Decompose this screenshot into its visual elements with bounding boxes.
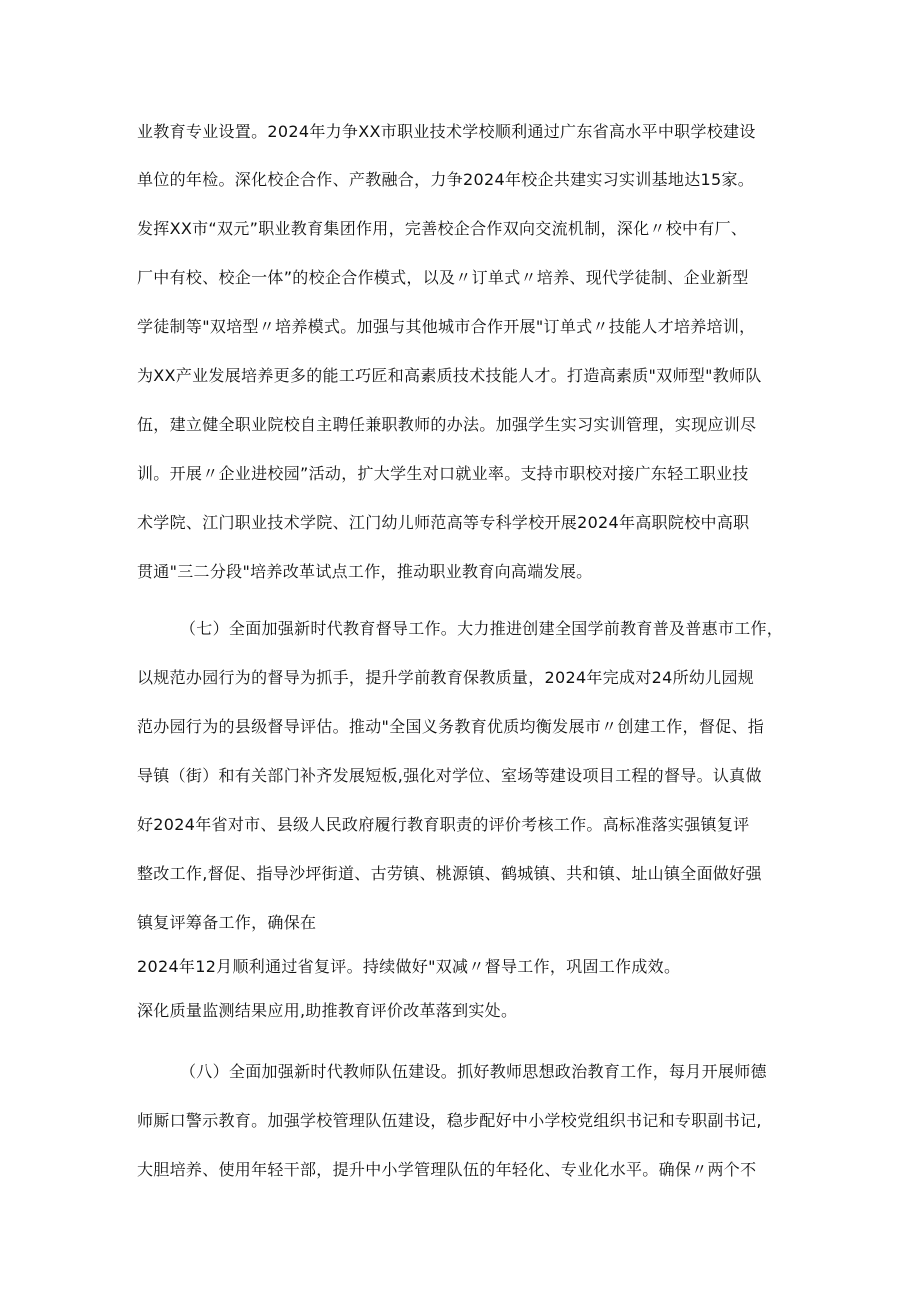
text-line: 术学院、江门职业技术学院、江门幼儿师范高等专科学校开展2024年高职院校中高职 bbox=[137, 513, 750, 532]
text-line: 好2024年省对市、县级人民政府履行教育职责的评价考核工作。高标准落实强镇复评 bbox=[137, 815, 750, 834]
text-line: 训。开展〃企业进校园”活动，扩大学生对口就业率。支持市职校对接广东轻工职业技 bbox=[137, 464, 749, 483]
text-line: 范办园行为的县级督导评估。推动"全国义务教育优质均衡发展市〃创建工作，督促、指 bbox=[137, 717, 765, 736]
text-line: 大胆培养、使用年轻干部，提升中小学管理队伍的年轻化、专业化水平。确保〃两个不 bbox=[137, 1160, 757, 1179]
text-line: 导镇（街）和有关部门补齐发展短板,强化对学位、室场等建设项目工程的督导。认真做 bbox=[137, 766, 762, 785]
text-line: 2024年12月顺利通过省复评。持续做好"双减〃督导工作，巩固工作成效。 bbox=[137, 957, 681, 976]
text-line: 业教育专业设置。2024年力争XX市职业技术学校顺利通过广东省高水平中职学校建设 bbox=[137, 122, 756, 141]
text-line: 师厮口警示教育。加强学校管理队伍建设，稳步配好中小学校党组织书记和专职副书记, bbox=[137, 1111, 762, 1130]
text-line: 厂中有校、校企一体”的校企合作模式，以及〃订单式〃培养、现代学徒制、企业新型 bbox=[137, 268, 749, 287]
section-heading-line: （七）全面加强新时代教育督导工作。大力推进创建全国学前教育普及普惠市工作， bbox=[180, 619, 784, 638]
text-line: 深化质量监测结果应用,助推教育评价改革落到实处。 bbox=[137, 1001, 518, 1020]
text-line: 单位的年检。深化校企合作、产教融合，力争2024年校企共建实习实训基地达15家。 bbox=[137, 170, 755, 189]
text-line: 贯通"三二分段"培养改革试点工作，推动职业教育向高端发展。 bbox=[137, 562, 593, 581]
text-line: 整改工作,督促、指导沙坪街道、古劳镇、桃源镇、鹤城镇、共和镇、址山镇全面做好强 bbox=[137, 864, 762, 883]
section-heading-line: （八）全面加强新时代教师队伍建设。抓好教师思想政治教育工作，每月开展师德 bbox=[180, 1062, 767, 1081]
text-line: 以规范办园行为的督导为抓手，提升学前教育保教质量，2024年完成对24所幼儿园规 bbox=[137, 668, 755, 687]
text-line: 学徒制等"双培型〃培养模式。加强与其他城市合作开展"订单式〃技能人才培养培训， bbox=[137, 317, 756, 336]
text-line: 伍，建立健全职业院校自主聘任兼职教师的办法。加强学生实习实训管理，实现应训尽 bbox=[137, 415, 757, 434]
text-line: 发挥XX市“双元”职业教育集团作用，完善校企合作双向交流机制，深化〃校中有厂、 bbox=[137, 219, 748, 238]
text-line: 镇复评筹备工作，确保在 bbox=[137, 913, 317, 932]
text-line: 为XX产业发展培养更多的能工巧匠和高素质技术技能人才。打造高素质"双师型"教师队 bbox=[137, 366, 762, 385]
